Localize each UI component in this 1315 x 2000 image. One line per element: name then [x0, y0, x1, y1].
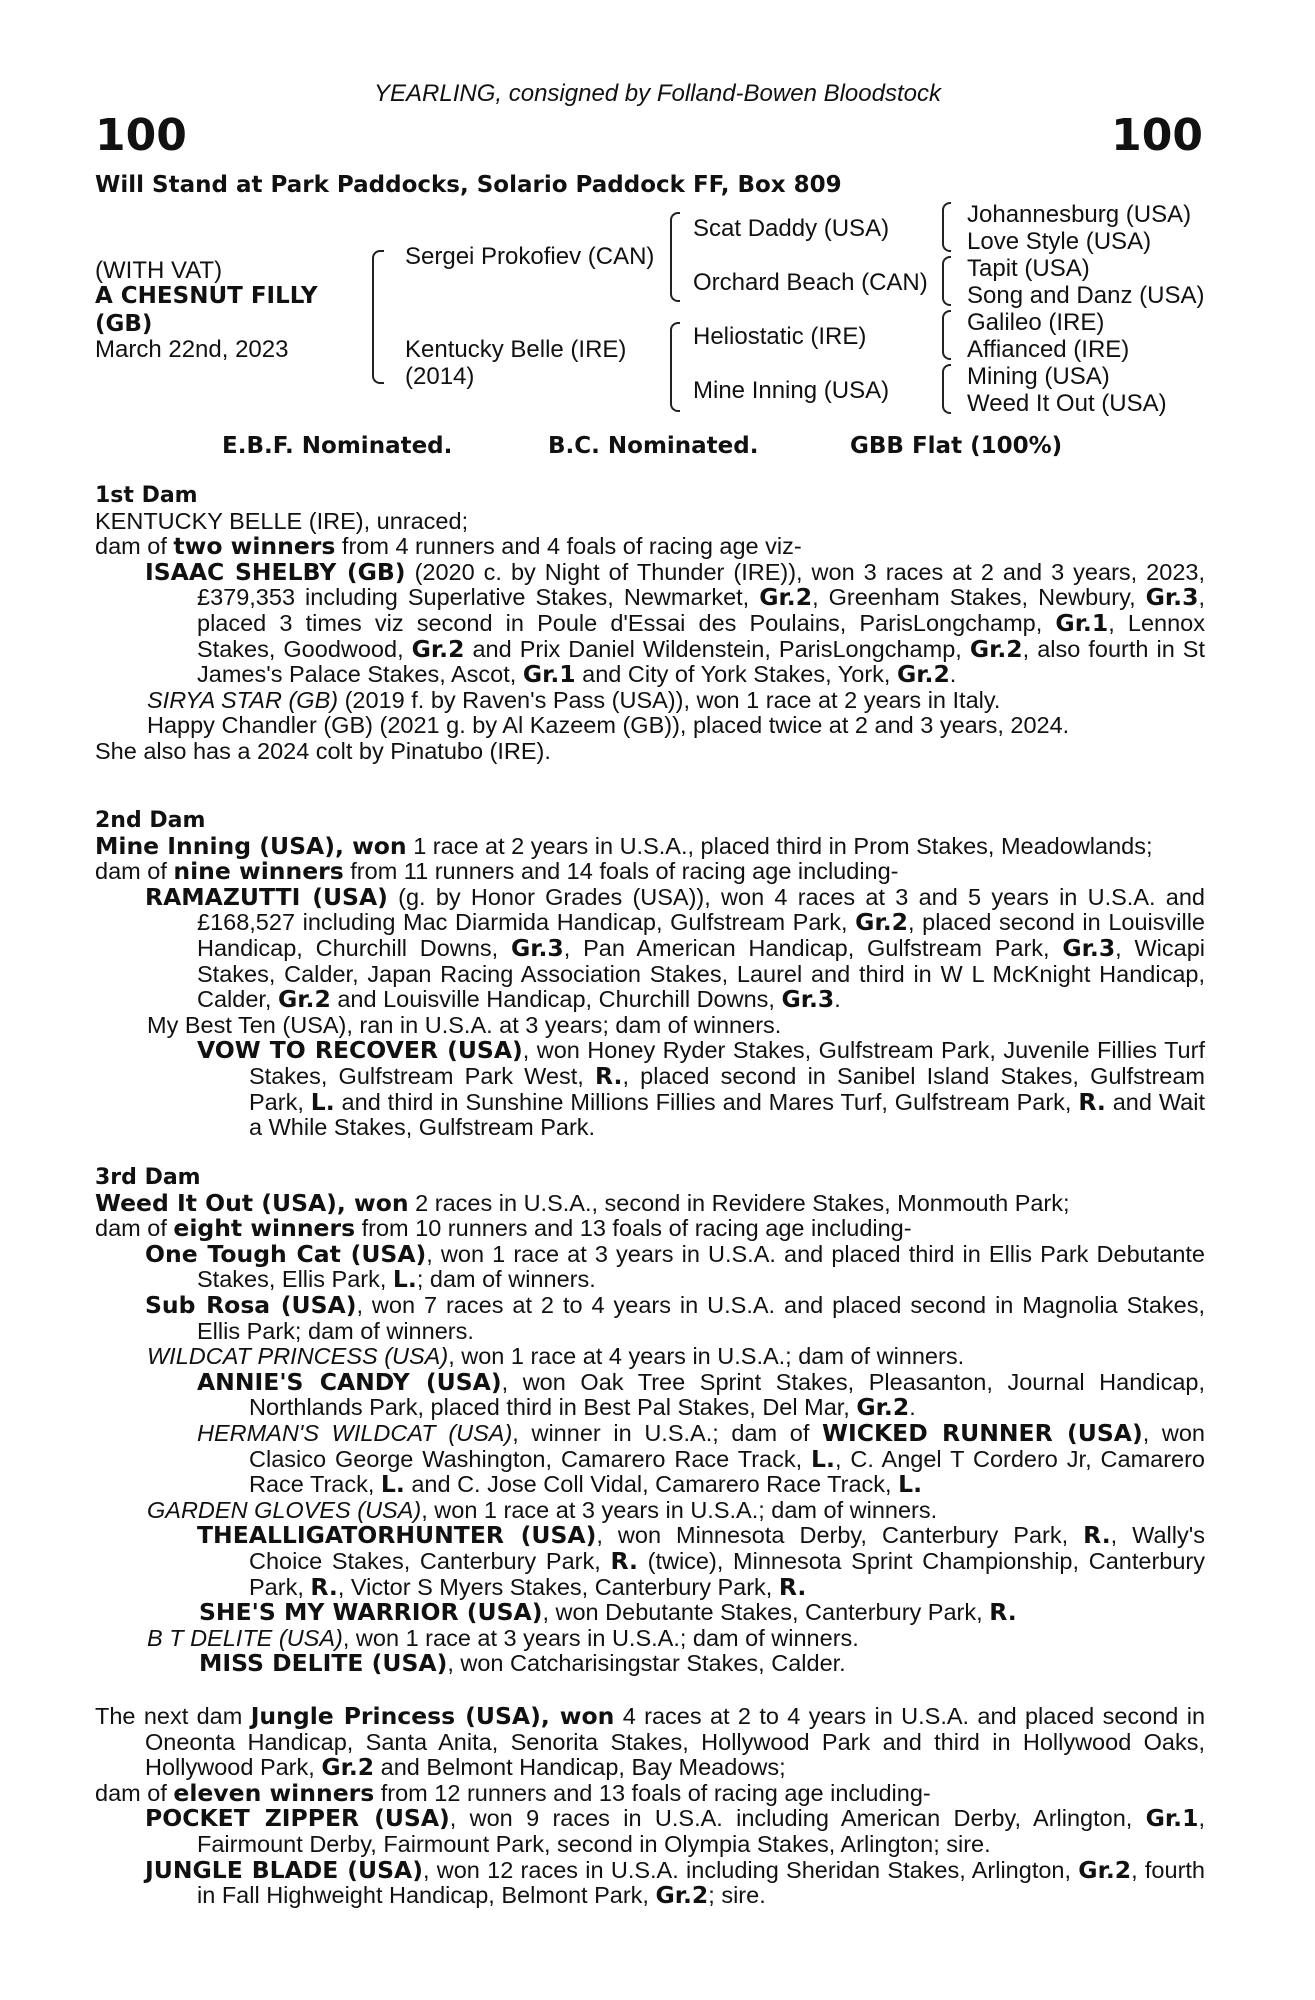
produce-my-best-ten: My Best Ten (USA), ran in U.S.A. at 3 years; dam of winners.	[147, 1011, 782, 1038]
third-dam-produce-summary: dam of eight winners from 10 runners and 13 foals of racing age including-	[95, 1214, 912, 1243]
pedigree-sire-bracket	[670, 212, 680, 302]
first-dam-description: KENTUCKY BELLE (IRE), unraced;	[95, 507, 469, 534]
produce-isaac-shelby: ISAAC SHELBY (GB) (2020 c. by Night of Thunder (IRE)), won 3 races at 2 and 3 years, 2023, £379,353 including Superlative Stakes, Newmarket, Gr.2, Greenham Stakes, Newbury, Gr.3, placed 3 times viz second in Poule d'Essai des Poulains, ParisLongchamp, Gr.1, Lennox Stakes, Goodwood, Gr.2 and Prix Daniel Wildenstein, ParisLongchamp, Gr.2, also fourth in St James's Palace Stakes, Ascot, Gr.1 and City of York Stakes, York, Gr.2.	[145, 557, 1205, 689]
pedigree-main-bracket	[372, 250, 384, 384]
produce-happy-chandler: Happy Chandler (GB) (2021 g. by Al Kazeem (GB)), placed twice at 2 and 3 years, 2024.	[147, 712, 1070, 739]
pedigree-sire-sire: Scat Daddy (USA)	[693, 215, 890, 242]
bracket-sd	[942, 256, 951, 306]
next-dam-section	[95, 1704, 1205, 1909]
third-dam-description: Weed It Out (USA), won 2 races in U.S.A., second in Revidere Stakes, Monmouth Park;	[95, 1188, 1070, 1217]
vat-note: (WITH VAT)	[95, 257, 223, 284]
bc-nomination: B.C. Nominated.	[548, 433, 759, 459]
bracket-dd	[942, 364, 951, 414]
bracket-ds	[942, 310, 951, 360]
lot-number-left: 100	[95, 110, 187, 161]
produce-vow-to-recover: VOW TO RECOVER (USA), won Honey Ryder Stakes, Gulfstream Park, Juvenile Fillies Turf Stakes, Gulfstream Park West, R., placed second in Sanibel Island Stakes, Gulfstream Park, L. and third in Sunshine Millions Fillies and Mares Turf, Gulfstream Park, R. and Wait a While Stakes, Gulfstream Park.	[197, 1036, 1205, 1141]
second-dam-heading: 2nd Dam	[95, 808, 206, 833]
horse-name	[95, 282, 318, 338]
horse-name-line2: (GB)	[95, 311, 153, 337]
produce-sirya-star: SIRYA STAR (GB) (2019 f. by Raven's Pass (USA)), won 1 race at 2 years in Italy.	[147, 686, 1001, 713]
first-dam-produce-summary: dam of two winners from 4 runners and 4 foals of racing age viz-	[95, 532, 802, 561]
ebf-nomination: E.B.F. Nominated.	[222, 433, 453, 459]
produce-garden-gloves: GARDEN GLOVES (USA), won 1 race at 3 years in U.S.A.; dam of winners.	[147, 1496, 938, 1523]
produce-sub-rosa: Sub Rosa (USA), won 7 races at 2 to 4 years in U.S.A. and placed second in Magnolia Stakes, Ellis Park; dam of winners.	[145, 1290, 1205, 1344]
produce-thealligatorhunter: THEALLIGATORHUNTER (USA), won Minnesota Derby, Canterbury Park, R., Wally's Choice Stakes, Canterbury Park, R. (twice), Minnesota Sprint Championship, Canterbury Park, R., Victor S Myers Stakes, Canterbury Park, R.	[197, 1521, 1205, 1601]
produce-wildcat-princess: WILDCAT PRINCESS (USA), won 1 race at 4 years in U.S.A.; dam of winners.	[147, 1343, 965, 1370]
produce-annies-candy: ANNIE'S CANDY (USA), won Oak Tree Sprint Stakes, Pleasanton, Journal Handicap, Northlands Park, placed third in Best Pal Stakes, Del Mar, Gr.2.	[197, 1367, 1205, 1422]
pedigree-dam-sire: Heliostatic (IRE)	[693, 323, 867, 350]
first-dam-section	[95, 483, 1205, 765]
produce-hermans-wildcat: HERMAN'S WILDCAT (USA), winner in U.S.A.; dam of WICKED RUNNER (USA), won Clasico George Washington, Camarero Race Track, L., C. Angel T Cordero Jr, Camarero Race Track, L. and C. Jose Coll Vidal, Camarero Race Track, L.	[197, 1418, 1206, 1499]
produce-jungle-blade: JUNGLE BLADE (USA), won 12 races in U.S.A. including Sheridan Stakes, Arlington, Gr.2, fourth in Fall Highweight Handicap, Belmont Park, Gr.2; sire.	[145, 1855, 1206, 1910]
pedigree-dam-dam: Mine Inning (USA)	[693, 377, 890, 404]
bracket-ss	[942, 202, 951, 252]
pedigree-dam-bracket	[670, 322, 680, 412]
produce-ramazutti: RAMAZUTTI (USA) (g. by Honor Grades (USA)), won 4 races at 3 and 5 years in U.S.A. and £168,527 including Mac Diarmida Handicap, Gulfstream Park, Gr.2, placed second in Louisville Handicap, Churchill Downs, Gr.3, Pan American Handicap, Gulfstream Park, Gr.3, Wicapi Stakes, Calder, Japan Racing Association Stakes, Laurel and third in W L McKnight Handicap, Calder, Gr.2 and Louisville Handicap, Churchill Downs, Gr.3.	[145, 882, 1205, 1014]
pedigree-dsd: Affianced (IRE)	[967, 336, 1130, 363]
next-dam-description: The next dam Jungle Princess (USA), won 4 races at 2 to 4 years in U.S.A. and placed second in Oneonta Handicap, Santa Anita, Senorita Stakes, Hollywood Park and third in Hollywood Oaks, Hollywood Park, Gr.2 and Belmont Handicap, Bay Meadows;	[95, 1702, 1206, 1782]
horse-name-line1: A CHESNUT FILLY	[95, 283, 318, 309]
pedigree-ssd: Love Style (USA)	[967, 228, 1152, 255]
third-dam-heading: 3rd Dam	[95, 1165, 201, 1190]
pedigree-sire-dam: Orchard Beach (CAN)	[693, 269, 928, 296]
pedigree-dss: Galileo (IRE)	[967, 309, 1105, 336]
pedigree-sds: Tapit (USA)	[967, 255, 1090, 282]
pedigree-dam-name: Kentucky Belle (IRE)	[405, 336, 627, 363]
produce-one-tough-cat: One Tough Cat (USA), won 1 race at 3 years in U.S.A. and placed third in Ellis Park Debutante Stakes, Ellis Park, L.; dam of winners.	[145, 1239, 1205, 1294]
first-dam-heading: 1st Dam	[95, 483, 198, 508]
next-dam-produce-summary: dam of eleven winners from 12 runners and 13 foals of racing age including-	[95, 1778, 931, 1807]
pedigree-sss: Johannesburg (USA)	[967, 201, 1192, 228]
produce-pocket-zipper: POCKET ZIPPER (USA), won 9 races in U.S.A. including American Derby, Arlington, Gr.1, Fairmount Derby, Fairmount Park, second in Olympia Stakes, Arlington; sire.	[145, 1804, 1205, 1857]
second-dam-section	[95, 808, 1205, 1141]
produce-miss-delite: MISS DELITE (USA), won Catcharisingstar Stakes, Calder.	[199, 1649, 846, 1678]
produce-shes-my-warrior: SHE'S MY WARRIOR (USA), won Debutante Stakes, Canterbury Park, R.	[199, 1598, 1017, 1627]
pedigree-dam-year: (2014)	[405, 363, 475, 390]
foaling-date: March 22nd, 2023	[95, 336, 289, 363]
pedigree-sire: Sergei Prokofiev (CAN)	[405, 243, 655, 270]
pedigree-sdd: Song and Danz (USA)	[967, 282, 1205, 309]
first-dam-also-note: She also has a 2024 colt by Pinatubo (IRE).	[95, 737, 551, 764]
produce-b-t-delite: B T DELITE (USA), won 1 race at 3 years in U.S.A.; dam of winners.	[147, 1624, 859, 1651]
page-subtitle: YEARLING, consigned by Folland-Bowen Bloodstock	[374, 80, 941, 107]
gbb-flat: GBB Flat (100%)	[850, 433, 1063, 459]
third-dam-section	[95, 1165, 1205, 1677]
second-dam-description: Mine Inning (USA), won 1 race at 2 years in U.S.A., placed third in Prom Stakes, Meadowlands;	[95, 831, 1153, 860]
pedigree-ddd: Weed It Out (USA)	[967, 390, 1167, 417]
stand-location: Will Stand at Park Paddocks, Solario Paddock FF, Box 809	[95, 172, 842, 198]
lot-number-right: 100	[1111, 110, 1203, 161]
second-dam-produce-summary: dam of nine winners from 11 runners and 14 foals of racing age including-	[95, 857, 899, 886]
pedigree-dam	[405, 336, 626, 390]
pedigree-dds: Mining (USA)	[967, 363, 1110, 390]
